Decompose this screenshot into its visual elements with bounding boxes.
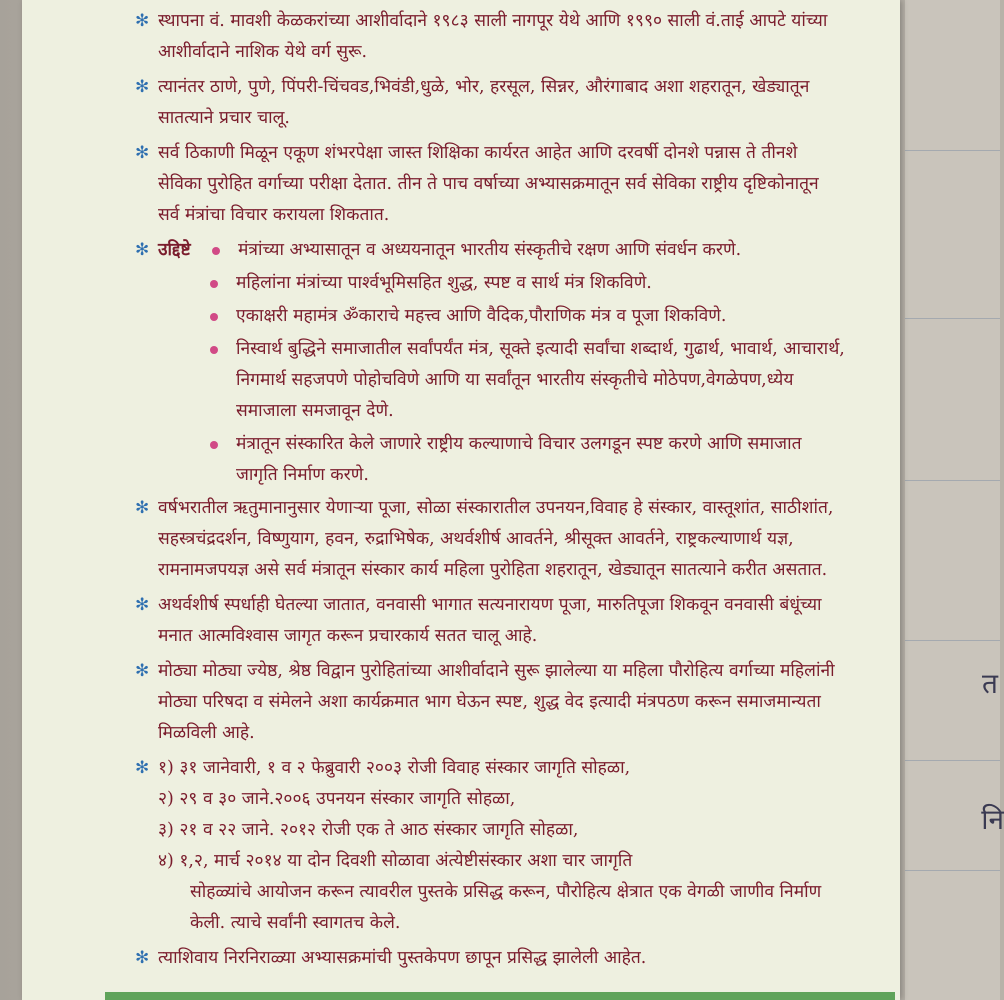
asterisk-icon: ✻ [135, 948, 150, 968]
bullet-dot-icon [212, 247, 220, 255]
events-list [158, 753, 845, 939]
notebook-handwriting: नि [981, 803, 1004, 836]
objective-item: निस्वार्थ बुद्धिने समाजातील सर्वांपर्यंत मंत्र, सूक्ते इत्यादी सर्वांचा शब्दार्थ, गुढार्थ, भावार्थ, आचारार्थ, निगमार्थ सहजपणे पोहोचविणे आणि या सर्वांतून भारतीय संस्कृतीचे मोठेपण,वेगळेपण,ध्येय समाजाला समजावून देणे. [210, 334, 845, 427]
bullet-dot-icon [210, 280, 218, 288]
notebook-handwriting: त [982, 667, 998, 700]
events-section [135, 753, 845, 939]
list-item: ✻ वर्षभरातील ऋतुमानानुसार येणाऱ्या पूजा, सोळा संस्कारातील उपनयन,विवाह हे संस्कार, वास्तूशांत, साठीशांत, सहस्त्रचंद्रदर्शन, विष्णुयाग, हवन, रुद्राभिषेक, अथर्वशीर्ष आवर्तने, श्रीसूक्त आवर्तने, राष्ट्रकल्याणार्थ यज्ञ, रामनामजपयज्ञ असे सर्व मंत्रातून संस्कार कार्य महिला पुरोहिता शहरातून, खेड्यातून सातत्याने करीत असतात. [135, 493, 845, 586]
objective-item: मंत्रांच्या अभ्यासातून व अध्ययनातून भारतीय संस्कृतीचे रक्षण आणि संवर्धन करणे. [238, 235, 845, 266]
list-item: ✻ त्याशिवाय निरनिराळ्या अभ्यासक्रमांची पुस्तकेपण छापून प्रसिद्ध झालेली आहेत. [135, 943, 845, 974]
event-item-continuation: सोहळ्यांचे आयोजन करून त्यावरील पुस्तके प्रसिद्ध करून, पौरोहित्य क्षेत्रात एक वेगळी जाणीव निर्माण केली. त्याचे सर्वांनी स्वागतच केले. [190, 882, 822, 933]
objective-item: मंत्रातून संस्कारित केले जाणारे राष्ट्रीय कल्याणाचे विचार उलगडून स्पष्ट करणे आणि समाजात जागृति निर्माण करणे. [210, 429, 845, 491]
event-item: ४) १,२, मार्च २०१४ या दोन दिवशी सोळावा अंत्येष्टीसंस्कार अशा चार जागृति [158, 851, 633, 871]
bullet-dot-icon [210, 346, 218, 354]
objectives-heading: उद्दिष्टे [158, 240, 191, 260]
objectives-list [158, 235, 845, 491]
bullet-dot-icon [210, 313, 218, 321]
objective-item: एकाक्षरी महामंत्र ॐकाराचे महत्त्व आणि वैदिक,पौराणिक मंत्र व पूजा शिकविणे. [210, 301, 845, 332]
list-item: ✻ अथर्वशीर्ष स्पर्धाही घेतल्या जातात, वनवासी भागात सत्यनारायण पूजा, मारुतिपूजा शिकवून वनवासी बंधूंच्या मनात आत्मविश्वास जागृत करून प्रचारकार्य सतत चालू आहे. [135, 590, 845, 652]
list-item: ✻ सर्व ठिकाणी मिळून एकूण शंभरपेक्षा जास्त शिक्षिका कार्यरत आहेत आणि दरवर्षी दोनशे पन्नास ते तीनशे सेविका पुरोहित वर्गाच्या परीक्षा देतात. तीन ते पाच वर्षाच्या अभ्यासक्रमातून सर्व सेविका राष्ट्रीय दृष्टिकोनातून सर्व मंत्रांचा विचार करायला शिकतात. [135, 138, 845, 231]
background-notebook [905, 0, 1004, 1000]
event-item: ३) २१ व २२ जाने. २०१२ रोजी एक ते आठ संस्कार जागृति सोहळा, [158, 820, 579, 840]
asterisk-icon: ✻ [135, 240, 150, 260]
event-item: २) २९ व ३० जाने.२००६ उपनयन संस्कार जागृति सोहळा, [158, 789, 516, 809]
objectives-section [135, 235, 845, 491]
event-item: १) ३१ जानेवारी, १ व २ फेब्रुवारी २००३ रोजी विवाह संस्कार जागृति सोहळा, [158, 758, 631, 778]
list-item: ✻ स्थापना वं. मावशी केळकरांच्या आशीर्वादाने १९८३ साली नागपूर येथे आणि १९९० साली वं.ताई आपटे यांच्या आशीर्वादाने नाशिक येथे वर्ग सुरू. [135, 6, 845, 68]
asterisk-icon: ✻ [135, 77, 150, 97]
page-text [135, 6, 845, 976]
asterisk-icon: ✻ [135, 11, 150, 31]
page-bottom-bar [105, 992, 895, 1000]
asterisk-icon: ✻ [135, 595, 150, 615]
list-item: ✻ त्यानंतर ठाणे, पुणे, पिंपरी-चिंचवड,भिवंडी,धुळे, भोर, हरसूल, सिन्नर, औरंगाबाद अशा शहरातून, खेड्यातून सातत्याने प्रचार चालू. [135, 72, 845, 134]
asterisk-icon: ✻ [135, 661, 150, 681]
list-item: ✻ मोठ्या मोठ्या ज्येष्ठ, श्रेष्ठ विद्वान पुरोहितांच्या आशीर्वादाने सुरू झालेल्या या महिला पौरोहित्य वर्गाच्या महिलांनी मोठ्या परिषदा व संमेलने अशा कार्यक्रमात भाग घेऊन स्पष्ट, शुद्ध वेद इत्यादी मंत्रपठण करून समाजमान्यता मिळविली आहे. [135, 656, 845, 749]
asterisk-icon: ✻ [135, 143, 150, 163]
objective-item: महिलांना मंत्रांच्या पार्श्वभूमिसहित शुद्ध, स्पष्ट व सार्थ मंत्र शिकविणे. [210, 268, 845, 299]
asterisk-icon: ✻ [135, 758, 150, 778]
asterisk-icon: ✻ [135, 498, 150, 518]
bullet-dot-icon [210, 441, 218, 449]
